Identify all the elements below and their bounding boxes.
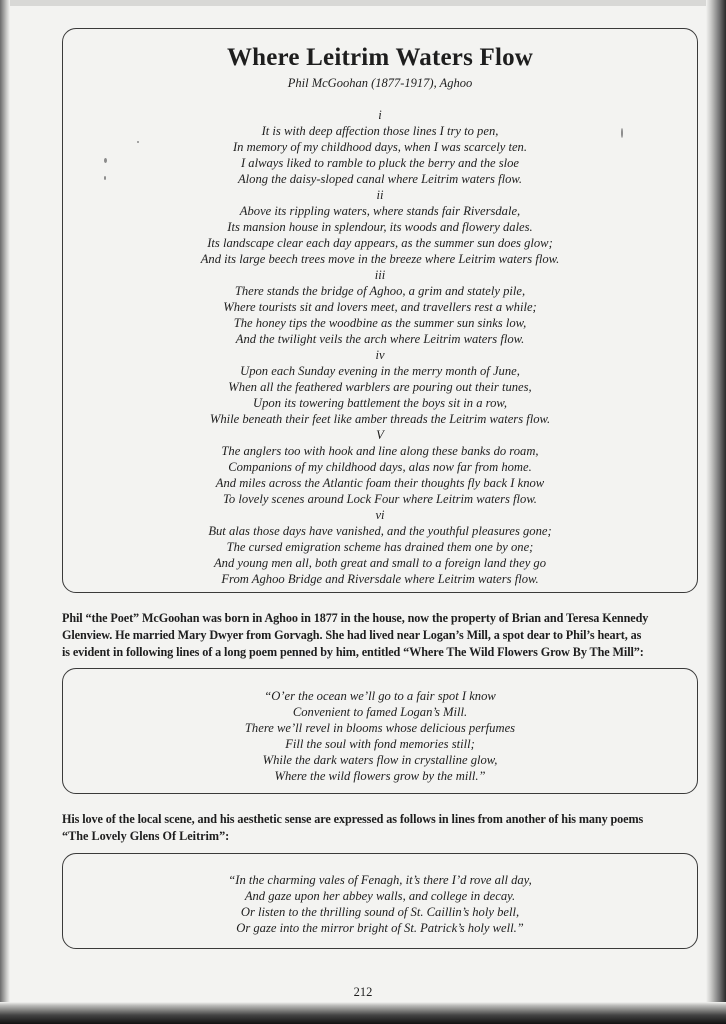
quote-line: And gaze upon her abbey walls, and college in decay. <box>244 889 516 903</box>
quote-line: “In the charming vales of Fenagh, it’s there I’d rove all day, <box>228 873 532 887</box>
scan-bottom-edge <box>0 1002 726 1024</box>
quote-line: Where the wild flowers grow by the mill.” <box>274 769 486 783</box>
poem-line: But alas those days have vanished, and the youthful pleasures gone; <box>208 524 552 538</box>
poem-line: When all the feathered warblers are pouring out their tunes, <box>228 380 532 394</box>
poem-line: The anglers too with hook and line along these banks do roam, <box>221 444 539 458</box>
poem-line: Above its rippling waters, where stands fair Riversdale, <box>239 204 521 218</box>
scan-right-edge <box>706 0 726 1024</box>
stanza-number: ii <box>376 188 384 202</box>
glens-paragraph <box>62 811 702 845</box>
scan-left-edge <box>0 0 10 1024</box>
quote-line: Or listen to the thrilling sound of St. Caillin’s holy bell, <box>240 905 520 919</box>
poem-line: Where tourists sit and lovers meet, and travellers rest a while; <box>223 300 537 314</box>
poem-line: There stands the bridge of Aghoo, a grim and stately pile, <box>234 284 526 298</box>
stanza-number: vi <box>375 508 385 522</box>
poem-body <box>62 107 698 587</box>
stanza-number: V <box>376 428 384 442</box>
paragraph-line: Phil “the Poet” McGoohan was born in Aghoo in 1877 in the house, now the property of Brian and Teresa Kennedy <box>62 611 649 625</box>
poem-line: The honey tips the woodbine as the summer sun sinks low, <box>233 316 527 330</box>
page-number: 212 <box>353 985 373 999</box>
quote-line: Convenient to famed Logan’s Mill. <box>292 705 468 719</box>
poem-line: Along the daisy-sloped canal where Leitrim waters flow. <box>237 172 523 186</box>
quote-line: While the dark waters flow in crystalline glow, <box>262 753 498 767</box>
stanza-number: iv <box>375 348 385 362</box>
poem-line: And young men all, both great and small to a foreign land they go <box>213 556 547 570</box>
poem-line: Its landscape clear each day appears, as the summer sun does glow; <box>207 236 553 250</box>
intro-paragraph <box>62 610 702 661</box>
poem-line: The cursed emigration scheme has drained them one by one; <box>226 540 534 554</box>
quote-glens <box>62 872 698 936</box>
poem-line: And the twilight veils the arch where Leitrim waters flow. <box>235 332 525 346</box>
poem-line: From Aghoo Bridge and Riversdale where Leitrim waters flow. <box>221 572 539 586</box>
poem-line: And miles across the Atlantic foam their thoughts fly back I know <box>215 476 545 490</box>
quote-line: There we’ll revel in blooms whose delicious perfumes <box>244 721 516 735</box>
paragraph-line: Glenview. He married Mary Dwyer from Gorvagh. She had lived near Logan’s Mill, a spot dear to Phil’s heart, as <box>62 628 642 642</box>
paragraph-line: His love of the local scene, and his aesthetic sense are expressed as follows in lines from another of his many poems <box>62 812 644 826</box>
poem-line: In memory of my childhood days, when I was scarcely ten. <box>232 140 528 154</box>
poem-title: Where Leitrim Waters Flow <box>226 44 534 71</box>
poem-line: Companions of my childhood days, alas now far from home. <box>228 460 532 474</box>
stanza-number: iii <box>374 268 386 282</box>
quote-line: “O’er the ocean we’ll go to a fair spot I know <box>264 689 496 703</box>
poem-line: And its large beech trees move in the breeze where Leitrim waters flow. <box>200 252 560 266</box>
poem-line: Its mansion house in splendour, its woods and flowery dales. <box>227 220 533 234</box>
poem-line: To lovely scenes around Lock Four where Leitrim waters flow. <box>223 492 537 506</box>
poem-line: I always liked to ramble to pluck the berry and the sloe <box>240 156 520 170</box>
paragraph-line: is evident in following lines of a long poem penned by him, entitled “Where The Wild Flowers Grow By The Mill”: <box>62 645 644 659</box>
quote-line: Or gaze into the mirror bright of St. Patrick’s holy well.” <box>236 921 524 935</box>
poem-author: Phil McGoohan (1877-1917), Aghoo <box>287 76 473 90</box>
poem-line: Upon each Sunday evening in the merry month of June, <box>240 364 520 378</box>
quote-line: Fill the soul with fond memories still; <box>285 737 475 751</box>
scan-top-shadow <box>0 0 726 6</box>
poem-line: While beneath their feet like amber threads the Leitrim waters flow. <box>209 412 551 426</box>
poem-line: It is with deep affection those lines I try to pen, <box>261 124 499 138</box>
quote-mill <box>62 688 698 784</box>
stanza-number: i <box>378 108 382 122</box>
poem-line: Upon its towering battlement the boys sit in a row, <box>253 396 507 410</box>
paragraph-line: “The Lovely Glens Of Leitrim”: <box>62 829 230 843</box>
